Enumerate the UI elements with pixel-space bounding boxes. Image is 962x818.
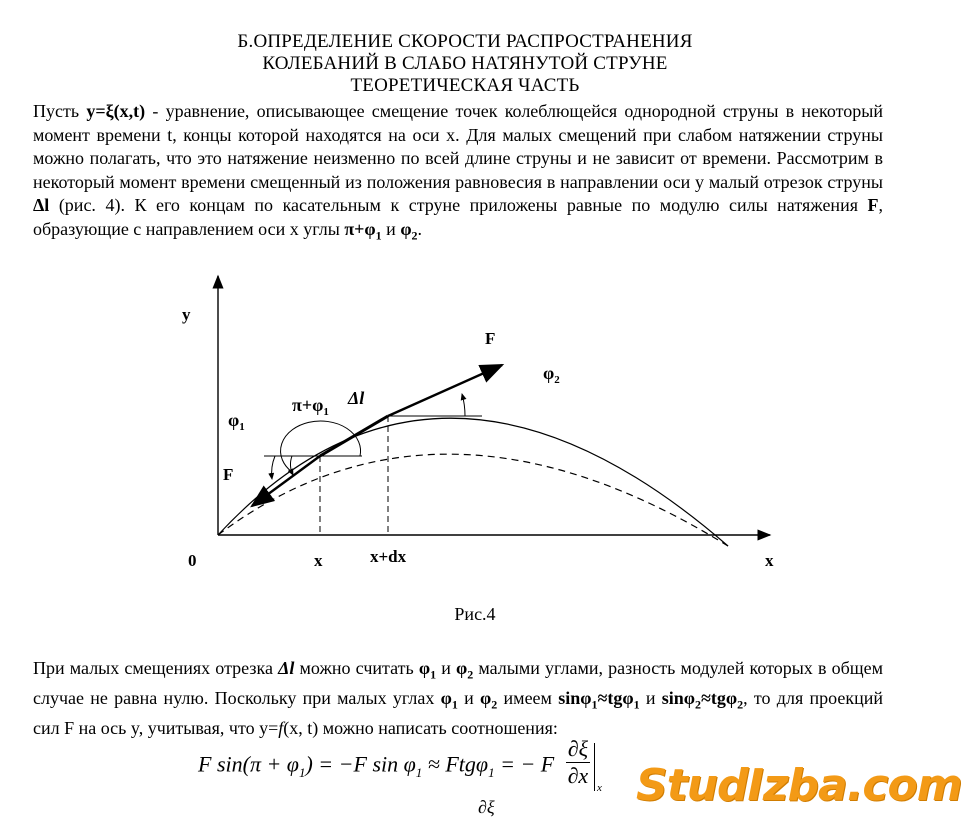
figure-caption: Рис.4 xyxy=(454,604,496,624)
title-line-2: КОЛЕБАНИЙ В СЛАБО НАТЯНУТОЙ СТРУНЕ xyxy=(262,53,668,74)
angle-arc-left-tiny xyxy=(272,456,275,479)
label-xdx-tick: x+dx xyxy=(370,547,407,566)
angle-arc-pi-phi1 xyxy=(281,421,361,472)
studizba-watermark-logo: StudIzba.com xyxy=(636,760,962,811)
label-pi-phi1: $\pi+\varphi_1$ xyxy=(292,395,329,418)
label-origin: 0 xyxy=(188,551,197,570)
string-figure xyxy=(180,268,800,598)
label-x-tick: x xyxy=(314,551,323,570)
force-arrow-left xyxy=(252,456,320,506)
paragraph-small-angles: При малых смещениях отрезка Δl можно считать $\varphi_1$ и $\varphi_2$ малыми углами, разность модулей которых в общем случае не равна нулю. Поскольку при малых углах $\varphi_1$ и $\varphi_2$ имеем sinφ$_1$≈tgφ$_1$ и sinφ$_2$≈tgφ$_2$, то для проекций сил F на ось y, учитывая, что y=f(x, t) можно написать соотношения: xyxy=(33,658,883,739)
label-dl: Δl xyxy=(348,388,365,408)
label-F-left: F xyxy=(223,465,234,484)
equation-projection: F $\sin(\pi + \varphi_1) = -F$ $\sin \varphi_1 \approx Ftg\varphi_1$ = − F $\frac{\partial\xi}{\partial x}$ $_x$ xyxy=(198,736,602,794)
label-x-axis: x xyxy=(765,551,774,570)
label-y: y xyxy=(182,305,191,324)
label-phi1: $\varphi_1$ xyxy=(228,410,245,433)
title-line-1: Б.ОПРЕДЕЛЕНИЕ СКОРОСТИ РАСПРОСТРАНЕНИЯ xyxy=(237,31,693,52)
equation-next-line: ∂ξ xyxy=(478,797,495,817)
title-line-3: ТЕОРЕТИЧЕСКАЯ ЧАСТЬ xyxy=(350,75,580,96)
paragraph-intro: Пусть y=ξ(x,t) - уравнение, описывающее смещение точек колеблющейся однородной струны в некоторый момент времени t, концы которой находятся на оси x. Для малых смещений при слабом натяжении струны можно полагать, что это натяжение неизменно по всей длине струны и не зависит от времени. Рассмотрим в некоторый момент времени смещенный из положения равновесия в направлении оси y малый отрезок струны Δl (рис. 4). К его концам по касательным к струне приложены равные по модулю силы натяжения F, образующие с направлением оси x углы $\pi+\varphi_1$ и $\varphi_2$. xyxy=(33,101,883,243)
angle-arc-small xyxy=(291,456,293,475)
angle-arc-phi2 xyxy=(462,394,465,416)
fraction-numerator: ∂ξ xyxy=(567,736,589,761)
string-curve xyxy=(218,418,728,546)
label-phi2: $\varphi_2$ xyxy=(543,363,560,386)
fraction-denominator: ∂x xyxy=(567,763,589,788)
force-arrow-top xyxy=(388,365,502,416)
label-F-top: F xyxy=(485,329,496,348)
